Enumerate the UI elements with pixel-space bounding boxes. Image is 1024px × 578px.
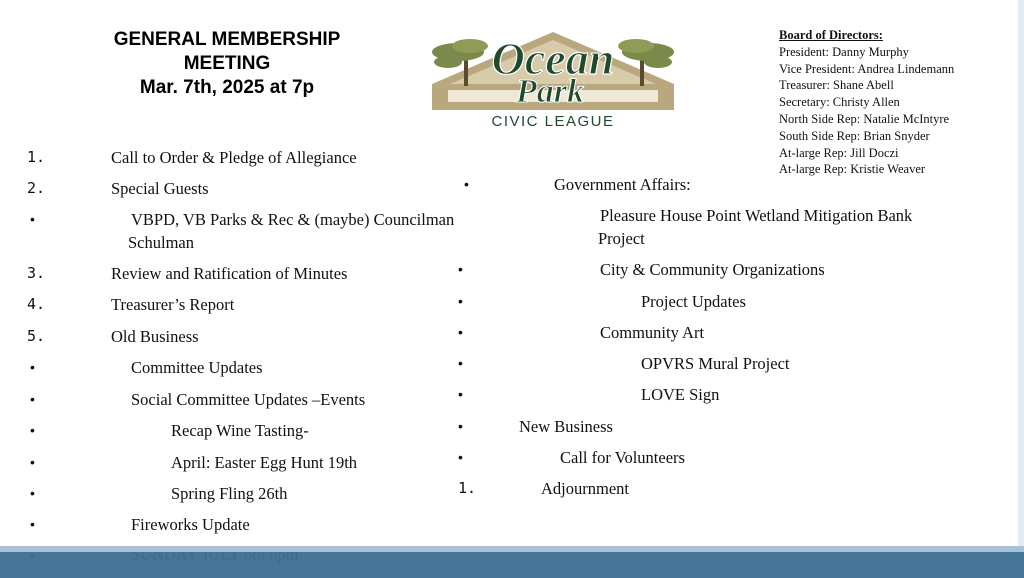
bullet-icon: • — [30, 211, 35, 227]
bullet-icon: • — [458, 386, 463, 402]
board-member: At-large Rep: Kristie Weaver — [779, 162, 926, 177]
agenda-item: Adjournment — [541, 479, 629, 498]
board-heading: Board of Directors: — [779, 28, 883, 42]
bullet-icon: • — [458, 261, 463, 277]
meeting-title — [96, 28, 358, 100]
agenda-subitem: Pleasure House Point Wetland Mitigation Bank — [600, 206, 913, 225]
agenda-subitem-continued: Project — [598, 229, 645, 248]
bullet-icon: • — [30, 391, 35, 407]
board-member: South Side Rep: Brian Snyder — [779, 128, 930, 143]
bullet-icon: • — [458, 449, 463, 465]
agenda-subitem: April: Easter Egg Hunt 19th — [171, 453, 358, 472]
agenda-item: Government Affairs: — [554, 175, 691, 194]
agenda-subitem: City & Community Organizations — [600, 260, 825, 279]
bullet-icon: • — [30, 516, 35, 532]
title-line-2: MEETING — [183, 53, 271, 74]
bullet-icon: • — [464, 176, 469, 192]
agenda-subitem: Fireworks Update — [131, 515, 250, 534]
logo-word-ocean: Ocean — [491, 33, 615, 84]
bullet-icon: • — [30, 359, 35, 375]
board-member: President: Danny Murphy — [779, 44, 909, 59]
bullet-icon: • — [30, 422, 35, 438]
agenda-subitem: VBPD, VB Parks & Rec & (maybe) Councilman — [131, 210, 455, 229]
agenda-subitem: Spring Fling 26th — [171, 484, 288, 503]
agenda-item: Treasurer’s Report — [111, 295, 235, 314]
title-line-1: GENERAL MEMBERSHIP — [113, 29, 341, 50]
agenda-subitem: Community Art — [600, 323, 705, 342]
agenda-subitem: Call for Volunteers — [560, 448, 685, 467]
agenda-number: 2. — [27, 179, 46, 197]
page-edge — [1018, 0, 1024, 578]
agenda-number: 4. — [27, 295, 46, 313]
board-member: At-large Rep: Jill Doczi — [779, 145, 899, 160]
agenda-subitem: Project Updates — [641, 292, 746, 311]
agenda-item: Review and Ratification of Minutes — [111, 264, 348, 283]
agenda-subitem: Recap Wine Tasting- — [171, 421, 309, 440]
board-of-directors — [779, 27, 954, 178]
logo-word-park: Park — [516, 73, 584, 110]
agenda-number: 1. — [27, 148, 46, 166]
bullet-icon: • — [30, 485, 35, 501]
agenda-item: Old Business — [111, 327, 199, 346]
agenda-number: 5. — [27, 327, 46, 345]
agenda-item: Call to Order & Pledge of Allegiance — [111, 148, 357, 167]
logo-subtitle: CIVIC LEAGUE — [491, 113, 615, 130]
agenda-number: 1. — [458, 479, 477, 497]
board-member: Treasurer: Shane Abell — [779, 78, 894, 93]
agenda-subitem: LOVE Sign — [641, 385, 720, 404]
bullet-icon: • — [458, 355, 463, 371]
agenda-item: Special Guests — [111, 179, 209, 198]
title-line-3: Mar. 7th, 2025 at 7p — [139, 77, 315, 98]
board-member: North Side Rep: Natalie McIntyre — [779, 111, 950, 126]
agenda-item: New Business — [519, 417, 613, 436]
agenda-subitem: Social Committee Updates –Events — [131, 390, 366, 409]
board-member: Vice President: Andrea Lindemann — [779, 61, 955, 76]
agenda-subitem-continued: Schulman — [128, 233, 194, 252]
agenda-number: 3. — [27, 264, 46, 282]
board-member: Secretary: Christy Allen — [779, 95, 900, 110]
ocean-park-logo — [428, 28, 678, 132]
bullet-icon: • — [458, 418, 463, 434]
agenda-subitem: Committee Updates — [131, 358, 263, 377]
bullet-icon: • — [30, 454, 35, 470]
footer-bar — [0, 552, 1024, 578]
agenda-subitem: OPVRS Mural Project — [641, 354, 790, 373]
bullet-icon: • — [458, 324, 463, 340]
bullet-icon: • — [458, 293, 463, 309]
